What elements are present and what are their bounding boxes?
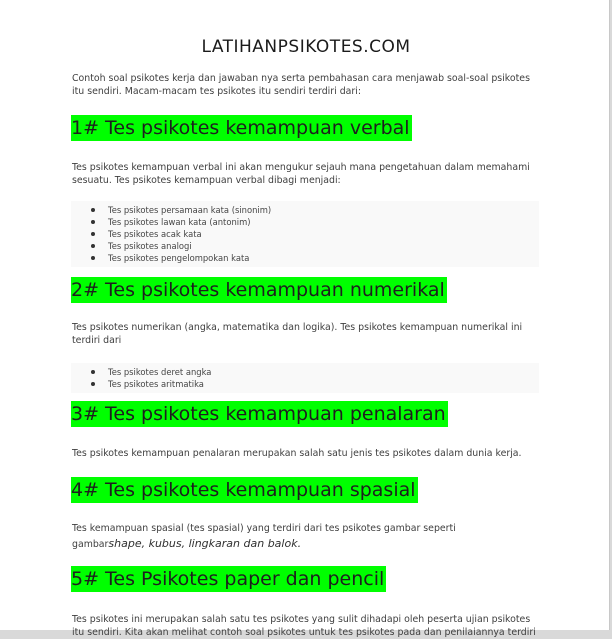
list-item: Tes psikotes acak kata — [108, 228, 539, 240]
list-item: Tes psikotes analogi — [108, 240, 539, 252]
section-heading-penalaran: 3# Tes psikotes kemampuan penalaran — [71, 403, 446, 425]
list-item: Tes psikotes persamaan kata (sinonim) — [108, 204, 539, 216]
spasial-line-2: gambarshape, kubus, lingkaran dan balok. — [72, 537, 302, 550]
section-heading-spasial: 4# Tes psikotes kemampuan spasial — [71, 479, 416, 501]
section-text-verbal: Tes psikotes kemampuan verbal ini akan mengukur sejauh mana pengetahuan dalam memahami sesuatu. Tes psikotes kemampuan verbal dibagi menjadi: — [72, 162, 530, 186]
list-item: Tes psikotes pengelompokan kata — [108, 252, 539, 264]
section-text-spasial — [72, 522, 542, 551]
list-item: Tes psikotes lawan kata (antonim) — [108, 216, 539, 228]
bullet-icon — [91, 244, 95, 248]
list-item: Tes psikotes deret angka — [108, 366, 539, 378]
bullet-icon — [91, 232, 95, 236]
section-heading-verbal: 1# Tes psikotes kemampuan verbal — [71, 117, 410, 139]
bullet-list-verbal — [71, 201, 539, 267]
list-item: Tes psikotes aritmatika — [108, 378, 539, 390]
section-text-penalaran: Tes psikotes kemampuan penalaran merupakan salah satu jenis tes psikotes dalam dunia kerja. — [72, 448, 522, 459]
bullet-list-numerikal — [71, 363, 539, 393]
bullet-icon — [91, 382, 95, 386]
bullet-icon — [91, 220, 95, 224]
bullet-icon — [91, 370, 95, 374]
intro-paragraph: Contoh soal psikotes kerja dan jawaban nya serta pembahasan cara menjawab soal-soal psikotes itu sendiri. Macam-macam tes psikotes itu sendiri terdiri dari: — [72, 73, 530, 97]
section-text-paper-pencil: Tes psikotes ini merupakan salah satu tes psikotes yang sulit dihadapi oleh peserta ujian psikotes itu sendiri. Kita akan melihat contoh soal psikotes untuk tes psikotes pada dan penilaiannya terdiri — [72, 614, 536, 638]
spasial-line-1: Tes kemampuan spasial (tes spasial) yang terdiri dari tes psikotes gambar seperti — [72, 523, 456, 534]
section-text-numerikal: Tes psikotes numerikan (angka, matematika dan logika). Tes psikotes kemampuan numerikal ini terdiri dari — [72, 322, 523, 346]
section-heading-numerikal: 2# Tes psikotes kemampuan numerikal — [71, 279, 445, 301]
site-title: LATIHANPSIKOTES.COM — [201, 37, 411, 57]
section-heading-paper-pencil: 5# Tes Psikotes paper dan pencil — [71, 568, 385, 590]
spasial-shapes-italic: shape, kubus, lingkaran dan balok. — [108, 537, 302, 550]
bullet-icon — [91, 208, 95, 212]
bullet-icon — [91, 256, 95, 260]
